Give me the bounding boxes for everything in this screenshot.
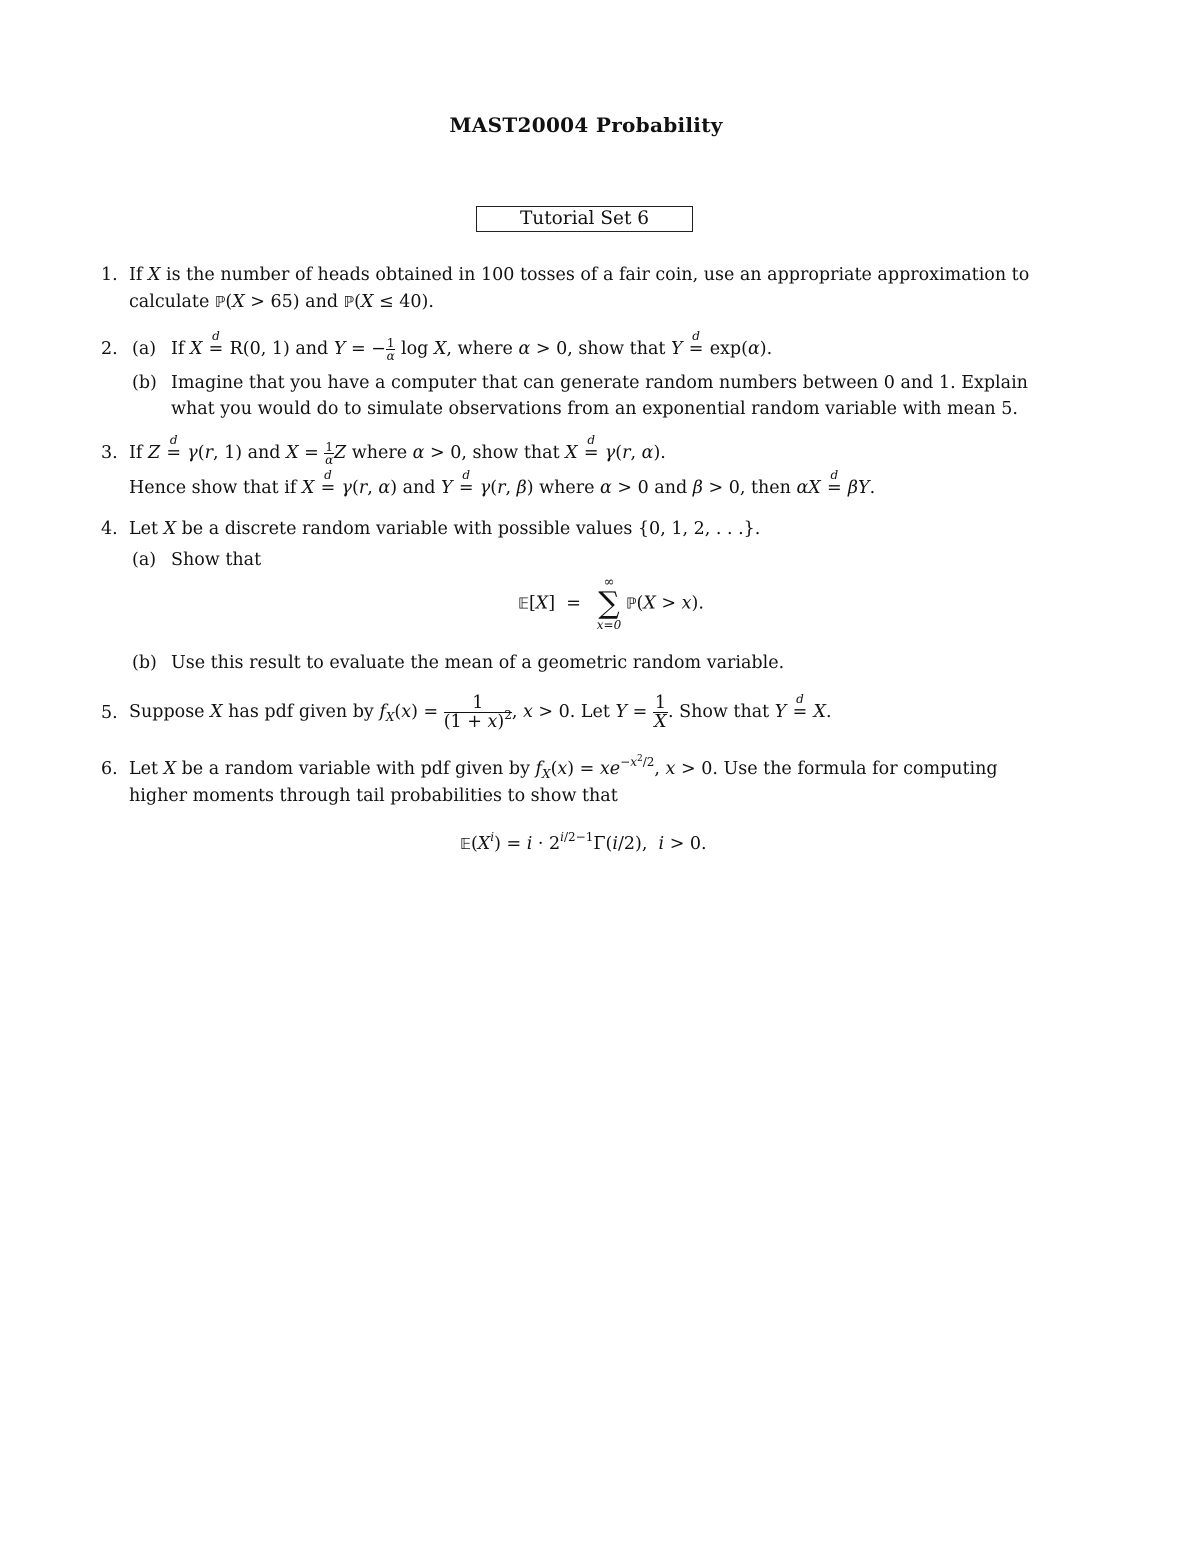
part-label: (a) <box>132 550 157 570</box>
problem-1-line-1: If X is the number of heads obtained in 100 tosses of a fair coin, use an appropriate approximation to <box>129 265 1030 285</box>
problem-4a-text: Show that <box>171 550 262 570</box>
part-label: (b) <box>132 373 157 393</box>
problem-number: 3. <box>101 443 118 463</box>
problem-5-text: Suppose X has pdf given by $f_X(x)$ = $\frac{1}{(1 + x)^2}$ , x > 0. Let Y = $\frac{1}{X}$ . Show that Y d = X. <box>129 692 832 732</box>
problem-2a-text: If X d = R(0, 1) and Y = − $\frac{1}{\alpha}$ log X, where α > 0, show that Y d = exp(α). <box>171 329 773 363</box>
problem-3-line-1: If Z d = γ(r, 1) and X = $\frac{1}{\alpha}$ Z where α > 0, show that X d = γ(r, α). <box>129 433 666 467</box>
problem-4b-text: Use this result to evaluate the mean of a geometric random variable. <box>171 653 785 673</box>
document-title: MAST20004 Probability <box>449 113 723 137</box>
problem-4-intro: Let X be a discrete random variable with possible values {0, 1, 2, . . .}. <box>129 519 761 539</box>
problem-number: 5. <box>101 703 118 723</box>
part-label: (b) <box>132 653 157 673</box>
tutorial-set-heading: Tutorial Set 6 <box>476 206 693 232</box>
problem-number: 4. <box>101 519 118 539</box>
problem-number: 1. <box>101 265 118 285</box>
problem-number: 2. <box>101 339 118 359</box>
problem-6-line-1: Let X be a random variable with pdf given by $f_X(x) = xe^{-x^2/2}$, x > 0. Use the formula for computing <box>129 754 998 781</box>
problem-6-equation: $𝔼(X^i) = i \cdot 2^{i/2-1}\Gamma(i/2)$, i > 0. <box>460 830 707 854</box>
problem-3-line-2: Hence show that if X d = γ(r, α) and Y d = γ(r, β) where α > 0 and β > 0, then αX d = βY. <box>129 468 876 498</box>
problem-2b-line-1: Imagine that you have a computer that can generate random numbers between 0 and 1. Explain <box>171 373 1028 393</box>
problem-6-line-2: higher moments through tail probabilities to show that <box>129 786 618 806</box>
part-label: (a) <box>132 339 157 359</box>
problem-number: 6. <box>101 759 118 779</box>
problem-1-line-2: calculate ℙ(X > 65) and ℙ(X ≤ 40). <box>129 292 434 312</box>
problem-2b-line-2: what you would do to simulate observations from an exponential random variable with mean 5. <box>171 399 1018 419</box>
problem-4-equation: 𝔼[X] = ∞ ∑ x=0 ℙ(X > x). <box>518 575 704 632</box>
